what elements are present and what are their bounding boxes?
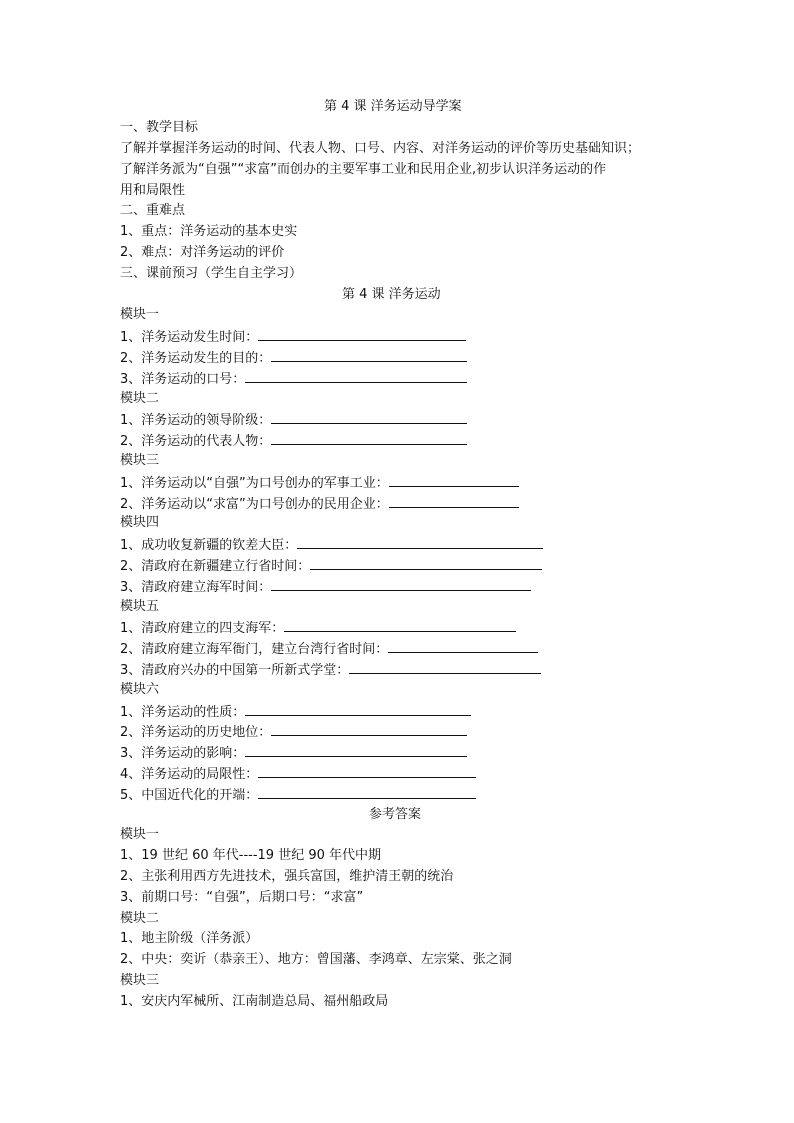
answer-item: 2、中央：奕䜣（恭亲王）、地方：曾国藩、李鸿章、左宗棠、张之洞 (120, 952, 512, 967)
question-item (120, 577, 531, 597)
question-text: 3、洋务运动的影响： (120, 746, 246, 761)
question-text: 1、洋务运动的领导阶级： (120, 413, 272, 428)
question-text: 2、洋务运动的代表人物： (120, 434, 272, 449)
question-text: 2、清政府在新疆建立行省时间： (120, 559, 311, 574)
answer-blank[interactable] (245, 743, 467, 757)
question-text: 3、洋务运动的口号： (120, 372, 246, 387)
keypoint-item: 1、重点：洋务运动的基本史实 (120, 224, 298, 239)
answer-module-title: 模块二 (120, 911, 160, 926)
answer-blank[interactable] (271, 348, 467, 362)
answer-item: 1、19 世纪 60 年代----19 世纪 90 年代中期 (120, 848, 381, 863)
answer-blank[interactable] (271, 431, 467, 445)
answer-item: 1、地主阶级（洋务派） (120, 931, 259, 946)
answer-item: 2、主张利用西方先进技术，强兵富国，维护清王朝的统治 (120, 869, 454, 884)
module-title: 模块一 (120, 307, 160, 322)
question-item (120, 556, 542, 576)
answer-blank[interactable] (271, 722, 467, 736)
question-text: 2、清政府建立海军衙门，建立台湾行省时间： (120, 642, 389, 657)
question-item (120, 431, 467, 451)
answer-module-title: 模块一 (120, 827, 160, 842)
answer-blank[interactable] (258, 327, 466, 341)
question-text: 1、洋务运动发生时间： (120, 330, 259, 345)
question-item (120, 473, 519, 493)
question-text: 1、洋务运动的性质： (120, 705, 246, 720)
keypoint-item: 2、难点：对洋务运动的评价 (120, 245, 285, 260)
question-text: 3、清政府建立海军时间： (120, 580, 272, 595)
question-item (120, 494, 519, 514)
answer-module-title: 模块三 (120, 973, 160, 988)
answers-title: 参考答案 (369, 807, 422, 822)
answer-blank[interactable] (310, 556, 542, 570)
question-text: 2、洋务运动以“求富”为口号创办的民用企业： (120, 497, 389, 512)
module-title: 模块六 (120, 682, 160, 697)
module-title: 模块二 (120, 391, 160, 406)
question-item (120, 369, 467, 389)
module-title: 模块三 (120, 453, 160, 468)
question-text: 4、洋务运动的局限性： (120, 767, 259, 782)
question-text: 1、清政府建立的四支海军： (120, 621, 285, 636)
question-item (120, 618, 516, 638)
answer-blank[interactable] (245, 369, 467, 383)
answer-blank[interactable] (284, 618, 516, 632)
question-text: 3、清政府兴办的中国第一所新式学堂： (120, 663, 350, 678)
section-title: 第 4 课 洋务运动 (342, 287, 441, 302)
objectives-line: 了解并掌握洋务运动的时间、代表人物、口号、内容、对洋务运动的评价等历史基础知识； (120, 141, 641, 156)
doc-title: 第 4 课 洋务运动导学案 (324, 99, 462, 114)
answer-blank[interactable] (271, 577, 531, 591)
question-item (120, 535, 543, 555)
module-title: 模块五 (120, 599, 160, 614)
answer-blank[interactable] (389, 473, 519, 487)
objectives-heading: 一、教学目标 (120, 120, 199, 135)
question-item (120, 722, 467, 742)
question-text: 1、洋务运动以“自强”为口号创办的军事工业： (120, 476, 389, 491)
module-title: 模块四 (120, 515, 160, 530)
answer-blank[interactable] (388, 639, 538, 653)
answer-blank[interactable] (245, 702, 471, 716)
question-item (120, 348, 467, 368)
objectives-line: 用和局限性 (120, 183, 186, 198)
question-text: 1、成功收复新疆的钦差大臣： (120, 538, 298, 553)
question-text: 5、中国近代化的开端： (120, 788, 259, 803)
answer-blank[interactable] (389, 494, 519, 508)
objectives-line: 了解洋务派为“自强”“求富”而创办的主要军事工业和民用企业,初步认识洋务运动的作 (120, 162, 607, 177)
question-item (120, 660, 541, 680)
keypoints-heading: 二、重难点 (120, 203, 186, 218)
answer-blank[interactable] (271, 410, 467, 424)
answer-item: 1、安庆内军械所、江南制造总局、福州船政局 (120, 994, 389, 1009)
preview-heading: 三、课前预习（学生自主学习） (120, 266, 303, 281)
question-item (120, 785, 476, 805)
answer-blank[interactable] (297, 535, 543, 549)
question-item (120, 327, 466, 347)
question-text: 2、洋务运动发生的目的： (120, 351, 272, 366)
question-item (120, 410, 467, 430)
question-item (120, 743, 467, 763)
question-item (120, 702, 471, 722)
answer-blank[interactable] (258, 764, 476, 778)
question-item (120, 764, 476, 784)
question-text: 2、洋务运动的历史地位： (120, 725, 272, 740)
answer-blank[interactable] (349, 660, 541, 674)
answer-item: 3、前期口号：“自强”，后期口号：“求富” (120, 890, 364, 905)
question-item (120, 639, 538, 659)
answer-blank[interactable] (258, 785, 476, 799)
